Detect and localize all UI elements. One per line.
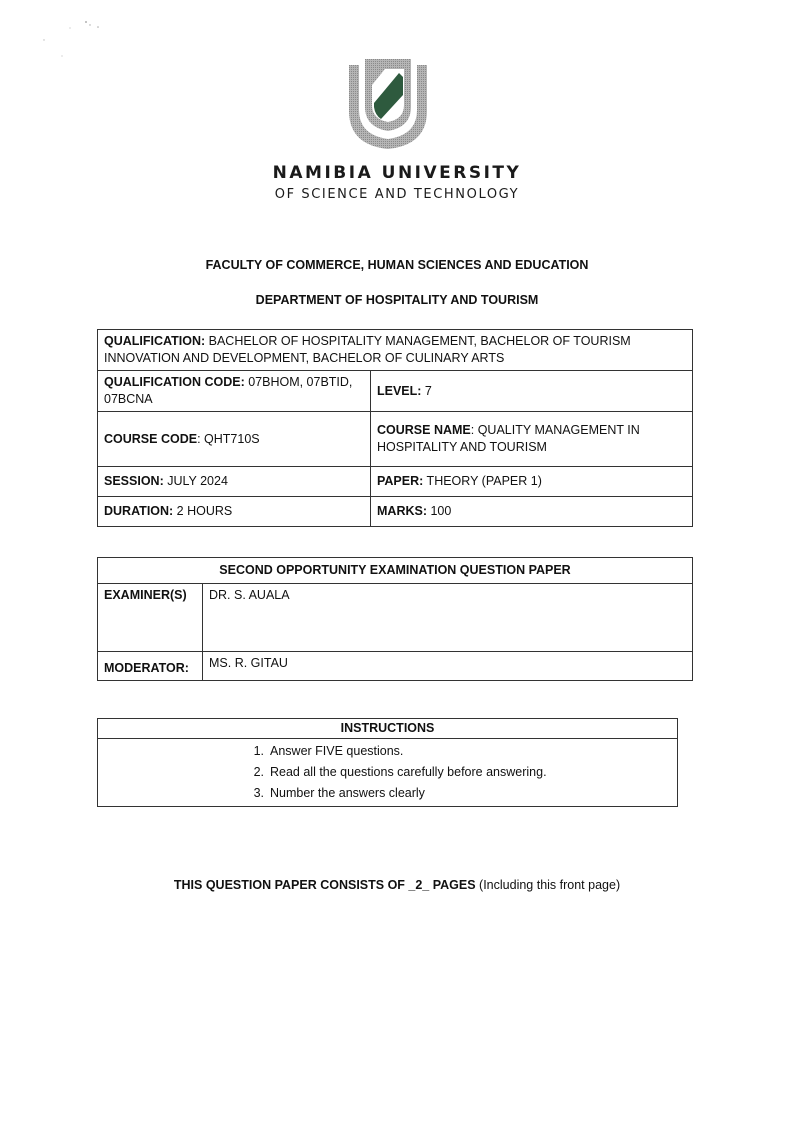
instructions-list xyxy=(104,739,671,806)
table-row xyxy=(98,584,693,652)
qualification-code-cell xyxy=(98,371,371,412)
course-name-label: COURSE NAME xyxy=(377,423,471,437)
qualification-code-value: 07BHOM, 07BTID, 07BCNA xyxy=(104,375,353,406)
session-value: JULY 2024 xyxy=(163,474,228,488)
course-details-table xyxy=(97,329,693,527)
moderator-label-cell xyxy=(98,652,203,681)
examiner-label-cell xyxy=(98,584,203,652)
examiner-value-cell xyxy=(203,584,693,652)
instruction-text: Number the answers clearly xyxy=(270,786,425,800)
instructions-body-cell xyxy=(98,739,678,807)
moderator-value: MS. R. GITAU xyxy=(209,656,288,670)
course-code-label: COURSE CODE xyxy=(104,431,198,446)
course-code-cell xyxy=(98,412,371,467)
level-cell xyxy=(371,371,693,412)
table-row xyxy=(98,412,693,467)
scan-specks xyxy=(38,18,108,63)
page-count-suffix: (Including this front page) xyxy=(475,878,621,892)
instructions-title: INSTRUCTIONS xyxy=(340,721,435,735)
list-item xyxy=(104,741,671,762)
university-name: NAMIBIA UNIVERSITY xyxy=(272,163,522,183)
qualification-code-label: QUALIFICATION CODE: xyxy=(104,375,245,389)
examination-table xyxy=(97,557,693,681)
table-row xyxy=(98,652,693,681)
instructions-title-cell xyxy=(98,719,678,739)
course-code-value: : QHT710S xyxy=(197,431,260,446)
paper-cell xyxy=(371,467,693,497)
faculty-heading: FACULTY OF COMMERCE, HUMAN SCIENCES AND EDUCATION xyxy=(205,258,589,272)
table-row xyxy=(98,497,693,527)
instruction-text: Answer FIVE questions. xyxy=(270,744,404,758)
instructions-table xyxy=(97,718,678,807)
instruction-number: 2. xyxy=(253,765,264,779)
table-row xyxy=(98,371,693,412)
duration-label: DURATION: xyxy=(104,504,174,518)
list-item xyxy=(104,783,671,804)
page-count-bold: THIS QUESTION PAPER CONSISTS OF _2_ PAGES xyxy=(173,878,476,892)
course-name-cell xyxy=(371,412,693,467)
table-row xyxy=(98,719,678,739)
nust-shield-logo-icon xyxy=(345,55,431,151)
session-cell xyxy=(98,467,371,497)
course-name-value: : QUALITY MANAGEMENT IN HOSPITALITY AND TOURISM xyxy=(377,423,640,454)
table-row xyxy=(98,739,678,807)
qualification-label: QUALIFICATION: xyxy=(104,334,206,348)
marks-value: 100 xyxy=(427,504,452,518)
table-row xyxy=(98,330,693,371)
marks-cell xyxy=(371,497,693,527)
exam-title-cell xyxy=(98,558,693,584)
session-label: SESSION: xyxy=(104,474,164,488)
qualification-value: BACHELOR OF HOSPITALITY MANAGEMENT, BACHELOR OF TOURISM INNOVATION AND DEVELOPMENT, BACHELOR OF CULINARY ARTS xyxy=(104,334,631,365)
paper-value: THEORY (PAPER 1) xyxy=(423,474,542,488)
university-subtitle: OF SCIENCE AND TECHNOLOGY xyxy=(274,187,520,202)
instruction-number: 3. xyxy=(253,786,264,800)
examiner-label: EXAMINER(S) xyxy=(104,588,187,602)
duration-cell xyxy=(98,497,371,527)
list-item xyxy=(104,762,671,783)
level-value: 7 xyxy=(421,383,432,398)
qualification-cell xyxy=(98,330,693,371)
instruction-number: 1. xyxy=(253,744,264,758)
table-row xyxy=(98,558,693,584)
level-label: LEVEL: xyxy=(377,383,422,398)
paper-label: PAPER: xyxy=(377,474,424,488)
table-row xyxy=(98,467,693,497)
moderator-value-cell xyxy=(203,652,693,681)
examiner-value: DR. S. AUALA xyxy=(209,588,290,602)
instruction-text: Read all the questions carefully before answering. xyxy=(270,765,547,779)
exam-title: SECOND OPPORTUNITY EXAMINATION QUESTION PAPER xyxy=(219,563,571,577)
duration-value: 2 HOURS xyxy=(173,504,233,518)
marks-label: MARKS: xyxy=(377,504,427,518)
moderator-label: MODERATOR: xyxy=(104,661,189,675)
page-count-note xyxy=(0,878,794,892)
department-heading: DEPARTMENT OF HOSPITALITY AND TOURISM xyxy=(255,293,539,307)
